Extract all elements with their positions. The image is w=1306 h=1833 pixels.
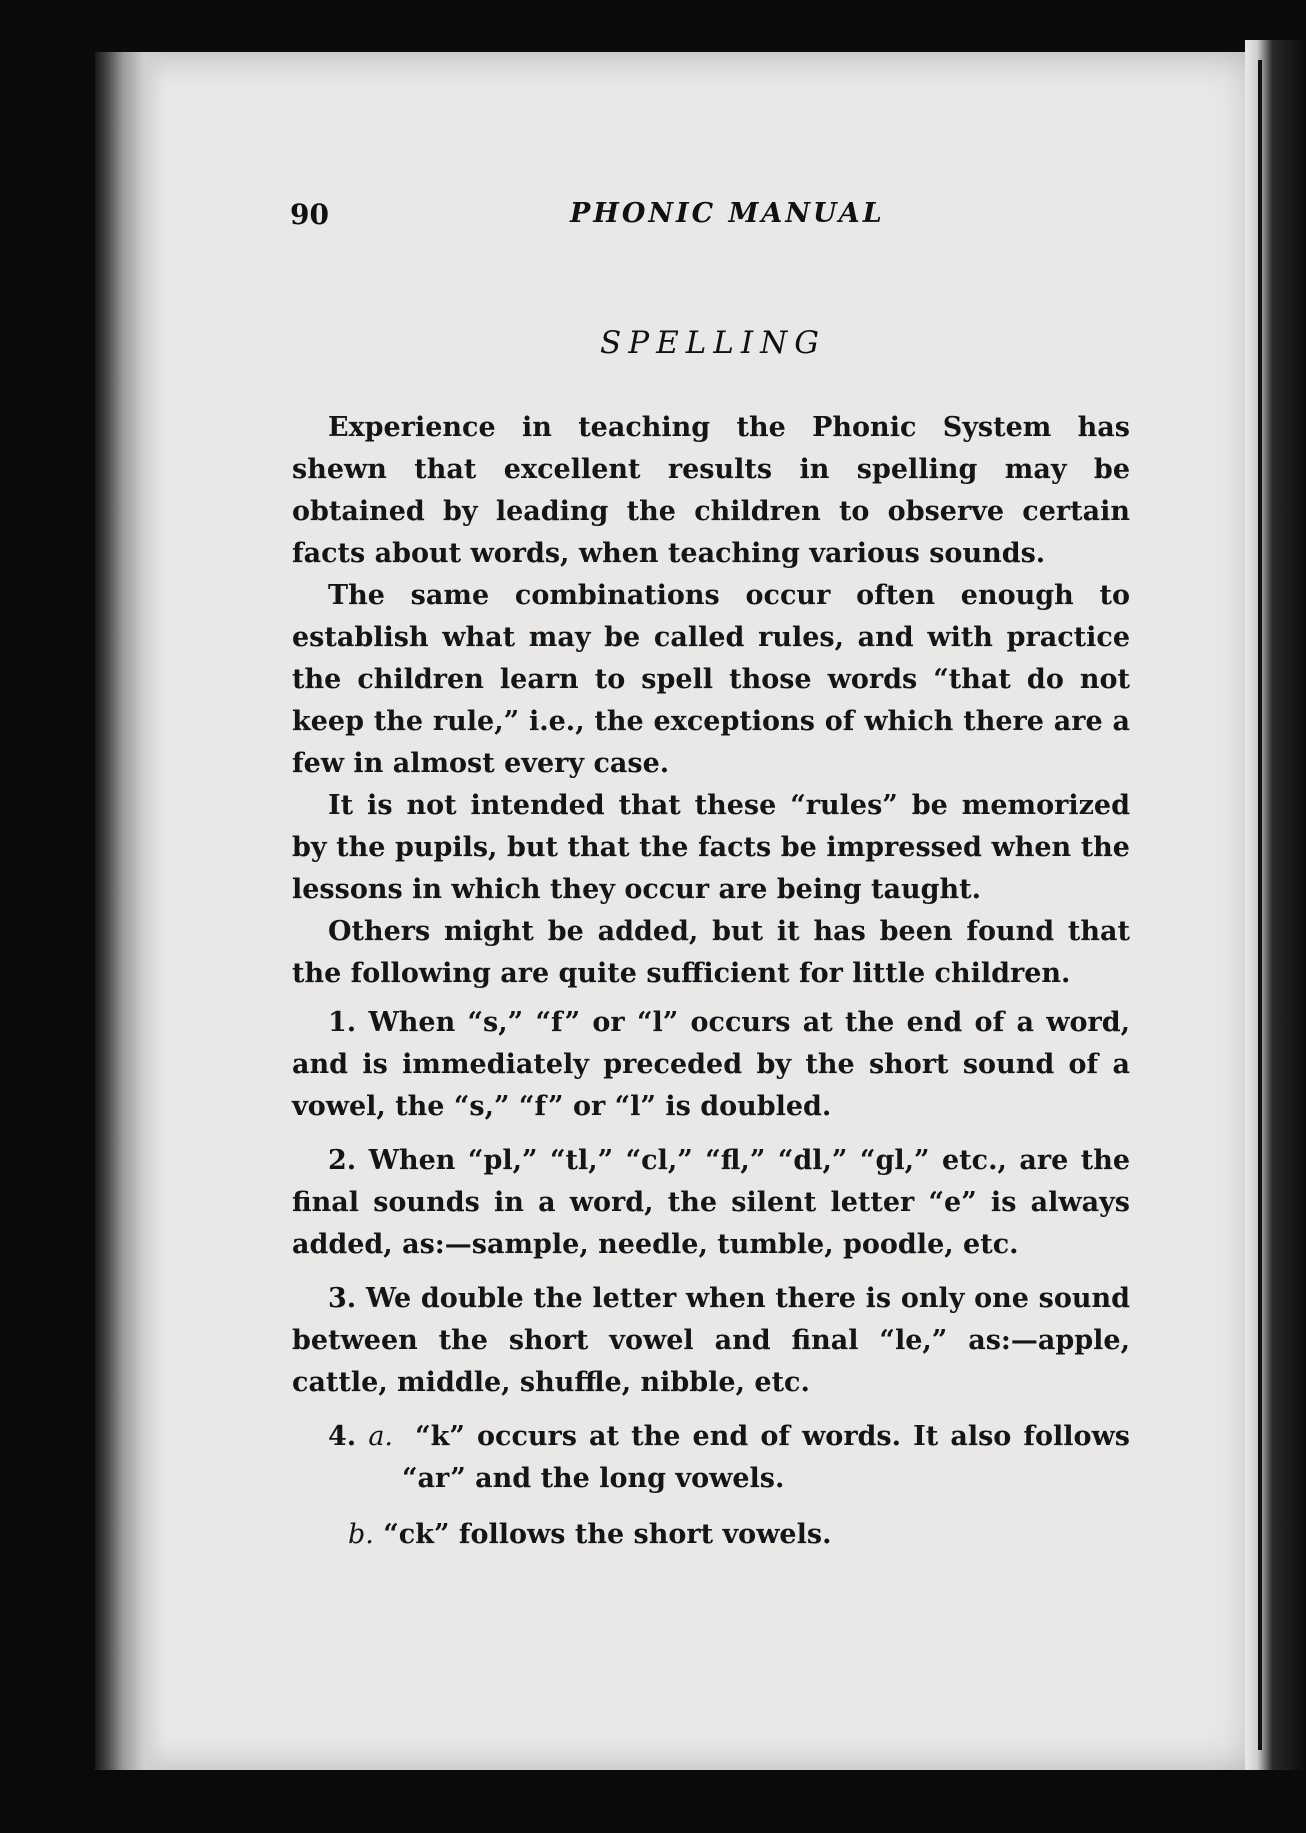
paragraph: The same combinations occur often enough to establish what may be called rules, and with practice the children learn to spell those words “that do not keep the rule,” i.e., the exceptions of which there are a few in almost every case. xyxy=(292,580,1130,779)
page-binding-shadow xyxy=(95,52,165,1772)
rule-text: We double the letter when there is only one sound between the short vowel and final “le,” as:—apple, cattle, middle, shuffle, nibble, etc. xyxy=(292,1283,1130,1398)
running-title: PHONIC MANUAL xyxy=(570,198,885,229)
rule-number: 4. xyxy=(328,1421,357,1452)
rule-number: 1. xyxy=(328,1007,357,1038)
sub-letter-b: b. xyxy=(348,1519,374,1550)
rule-item-4b xyxy=(292,1514,1130,1556)
rule-item xyxy=(292,1002,1130,1128)
body-text xyxy=(292,407,1130,995)
page-header xyxy=(290,198,1130,238)
paragraph: Others might be added, but it has been found that the following are quite sufficient for little children. xyxy=(292,916,1130,989)
rule-item-4a xyxy=(292,1416,1130,1500)
rule-text: “ck” follows the short vowels. xyxy=(383,1519,832,1550)
scan-border-top xyxy=(0,0,1306,55)
paragraph: Experience in teaching the Phonic System has shewn that excellent results in spelling may be obtained by leading the children to observe certain facts about words, when teaching various sounds. xyxy=(292,412,1130,569)
rule-text: “k” occurs at the end of words. It also follows “ar” and the long vowels. xyxy=(402,1421,1131,1494)
section-title: SPELLING xyxy=(599,325,827,361)
paragraph: It is not intended that these “rules” be memorized by the pupils, but that the facts be impressed when the lessons in which they occur are being taught. xyxy=(292,790,1130,905)
rule-item xyxy=(292,1278,1130,1404)
rule-item xyxy=(292,1140,1130,1266)
rule-number: 2. xyxy=(328,1145,357,1176)
rule-text: When “pl,” “tl,” “cl,” “fl,” “dl,” “gl,” etc., are the final sounds in a word, the silent letter “e” is always added, as:—sample, needle, tumble, poodle, etc. xyxy=(292,1145,1131,1260)
rule-number: 3. xyxy=(328,1283,357,1314)
page-number: 90 xyxy=(290,198,329,231)
page-edge-line xyxy=(1258,60,1262,1750)
spelling-rules xyxy=(292,1002,1130,1583)
scan-border-bottom xyxy=(0,1770,1306,1833)
page-right-edge xyxy=(1245,40,1306,1780)
sub-letter-a: a. xyxy=(368,1421,393,1452)
rule-text: When “s,” “f” or “l” occurs at the end of a word, and is immediately preceded by the short sound of a vowel, the “s,” “f” or “l” is doubled. xyxy=(292,1007,1131,1122)
